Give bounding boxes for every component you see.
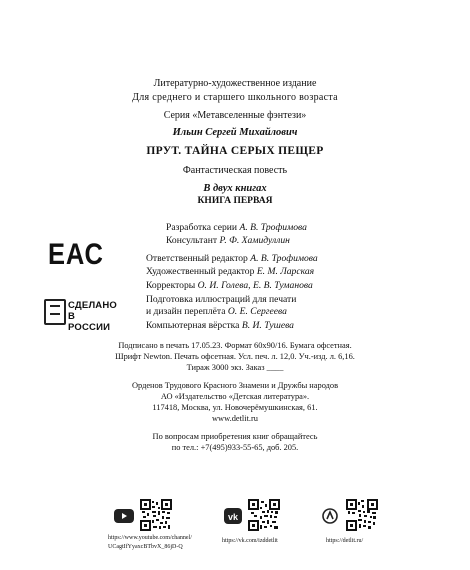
- title: ПРУТ. ТАЙНА СЕРЫХ ПЕЩЕР: [146, 145, 324, 157]
- series-line: Серия «Метавселенные фэнтези»: [163, 110, 307, 121]
- made-in-russia-mark: СДЕЛАНО В РОССИИ: [44, 299, 116, 323]
- author: Ильин Сергей Михайлович: [172, 127, 298, 138]
- youtube-url-line2: UCagtIfYyaxcBTbvX_86jD-Q: [108, 544, 183, 550]
- credit-illustrations-1: Подготовка иллюстраций для печати: [146, 294, 297, 305]
- youtube-icon: [114, 509, 134, 523]
- credit-proofreaders: Корректоры О. И. Голева, Е. В. Туманова: [146, 280, 313, 291]
- made-in-russia-icon: [44, 299, 66, 325]
- print-info-line1: Подписано в печать 17.05.23. Формат 60х90/16. Бумага офсетная.: [118, 341, 352, 350]
- print-info-line2: Шрифт Newton. Печать офсетная. Усл. печ. л. 12,0. Уч.-изд. л. 6,16.: [115, 352, 355, 361]
- genre-line: Литературно-художественное издание: [153, 78, 317, 89]
- vk-url: https://vk.com/izddetlit: [222, 538, 278, 544]
- orders-line2: по тел.: +7(495)933-55-65, доб. 205.: [171, 443, 299, 452]
- credit-chief-editor: Ответственный редактор А. В. Трофимова: [146, 253, 318, 264]
- youtube-url-line1: https://www.youtube.com/channel/: [108, 535, 192, 541]
- svg-text:vk: vk: [227, 512, 239, 522]
- publisher-line1: Орденов Трудового Красного Знамени и Дружбы народов: [131, 381, 339, 390]
- vk-icon: [224, 508, 242, 524]
- qr-code-vk: [248, 499, 280, 531]
- credit-art-editor: Художественный редактор Е. М. Ларская: [146, 266, 315, 277]
- credit-consultant: Консультант Р. Ф. Хамидуллин: [166, 235, 290, 246]
- qr-code-detlit: [346, 499, 378, 531]
- book-line: КНИГА ПЕРВАЯ: [197, 196, 273, 206]
- age-line: Для среднего и старшего школьного возраста: [132, 92, 338, 103]
- publisher-site: www.detlit.ru: [212, 414, 258, 423]
- publisher-line3: 117418, Москва, ул. Новочерёмушкинская, 61.: [152, 403, 318, 412]
- qr-code-youtube: [140, 499, 172, 531]
- publisher-line2: АО «Издательство «Детская литература».: [160, 392, 310, 401]
- print-info-line3: Тираж 3000 экз. Заказ ____: [186, 363, 284, 372]
- books-line: В двух книгах: [203, 183, 267, 194]
- orders-line1: По вопросам приобретения книг обращайтесь: [152, 432, 318, 441]
- detlit-url: https://detlit.ru/: [326, 538, 364, 544]
- subtitle: Фантастическая повесть: [182, 165, 288, 176]
- credit-layout: Компьютерная вёрстка В. И. Тушева: [146, 320, 294, 331]
- eac-mark: ЕАС: [48, 238, 104, 271]
- detlit-icon: [322, 508, 338, 524]
- credit-illustrations-2: и дизайн переплёта О. Е. Сергеева: [146, 306, 287, 317]
- credit-series: Разработка серии А. В. Трофимова: [166, 222, 307, 233]
